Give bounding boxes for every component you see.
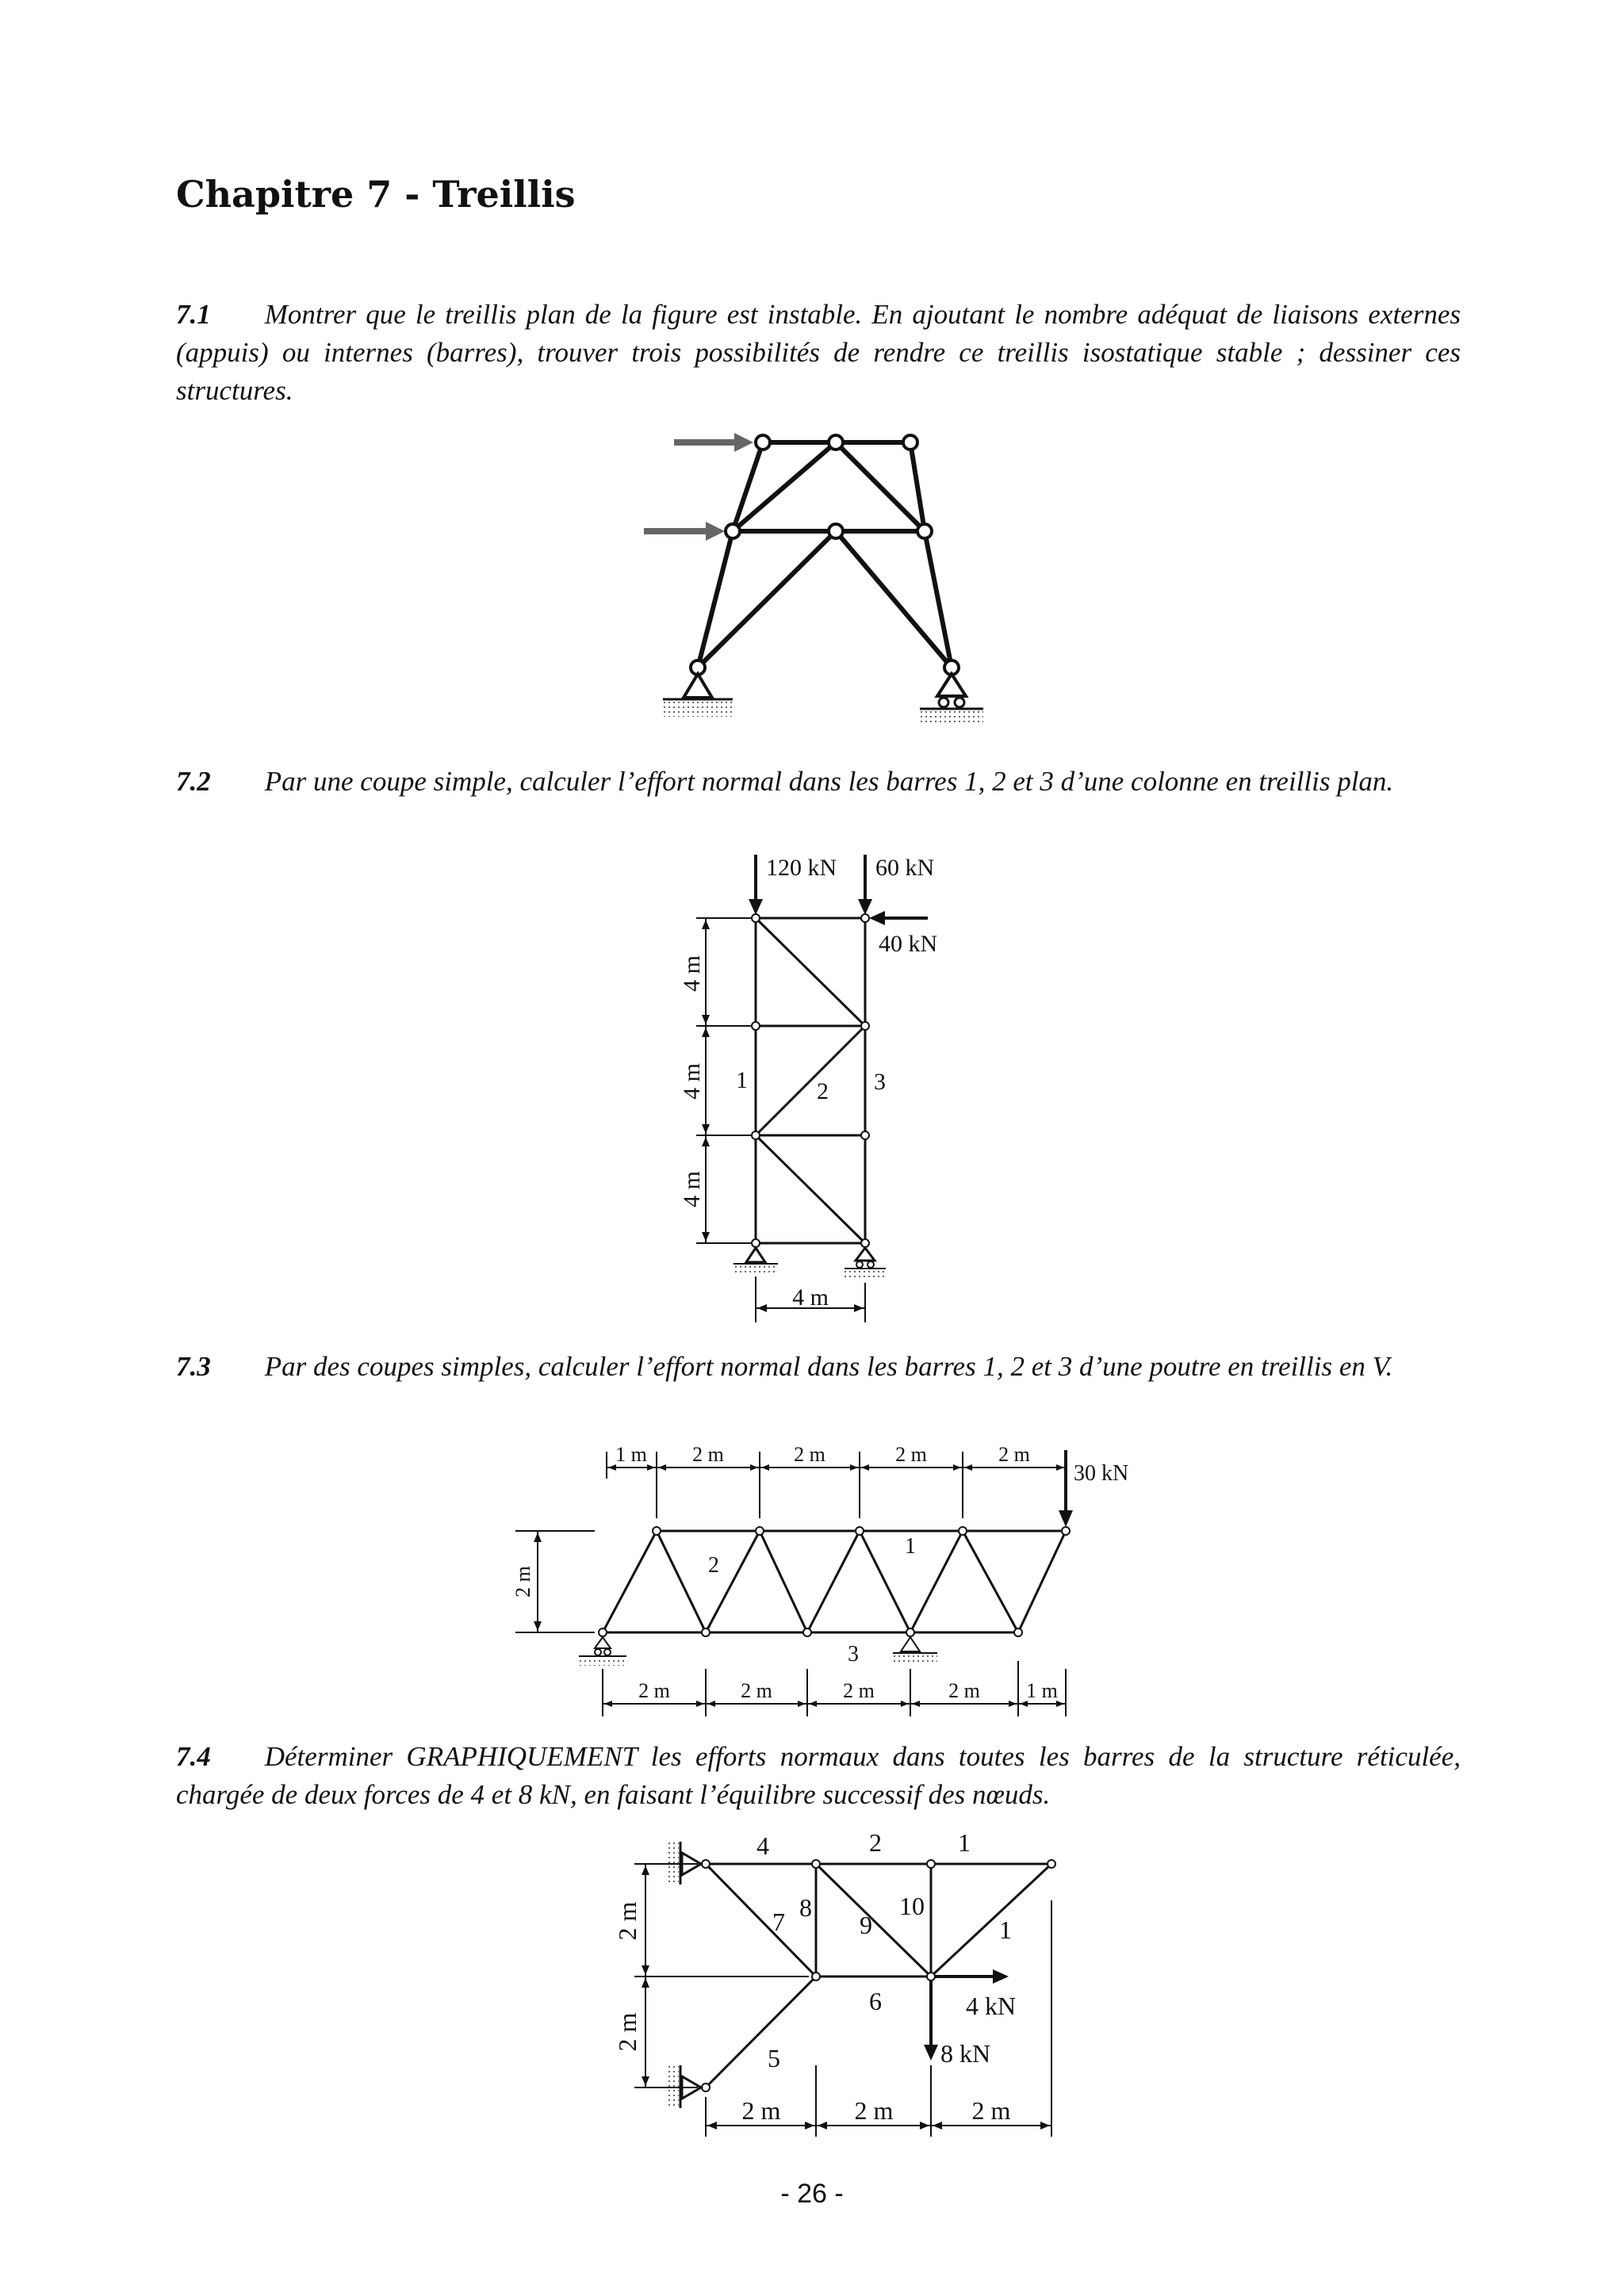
figure-7-4-reticulated-structure <box>587 1827 1078 2145</box>
dimension-label: 2 m <box>741 1679 772 1702</box>
exercise-text: Déterminer GRAPHIQUEMENT les efforts normaux dans toutes les barres de la structure réticulée, chargée de deux forces de 4 et 8 kN, en faisant l’équilibre successif des nœuds. <box>176 1741 1461 1810</box>
exercise-text: Par des coupes simples, calculer l’effort normal dans les barres 1, 2 et 3 d’une poutre en treillis en V. <box>264 1351 1393 1382</box>
load-label: 8 kN <box>940 2039 991 2068</box>
bar-label: 10 <box>899 1892 925 1920</box>
exercise-7-1 <box>176 296 1461 410</box>
dimension-label: 2 m <box>895 1443 927 1466</box>
exercise-7-2 <box>176 763 1461 801</box>
dimension-label: 1 m <box>615 1443 647 1466</box>
bar-label: 1 <box>736 1067 748 1093</box>
bar-label: 7 <box>772 1908 785 1936</box>
dimension-label: 2 m <box>741 2096 781 2125</box>
load-label: 40 kN <box>879 931 938 957</box>
bar-label: 2 <box>869 1828 882 1857</box>
dimension-label: 2 m <box>613 1901 642 1941</box>
figure-7-2-column-truss <box>658 847 975 1338</box>
bar-label: 4 <box>756 1831 769 1860</box>
dimension-label: 2 m <box>854 2096 894 2125</box>
page-number: - 26 - <box>780 2179 844 2209</box>
bar-label: 3 <box>874 1069 886 1095</box>
exercise-7-4 <box>176 1738 1461 1814</box>
bar-label: 1 <box>999 1915 1012 1944</box>
chapter-title: Chapitre 7 - Treillis <box>176 173 576 216</box>
figure-7-3-v-truss <box>484 1431 1166 1724</box>
dimension-label: 2 m <box>613 2012 642 2052</box>
figure-7-1-truss <box>634 420 1015 737</box>
roller-support-icon <box>579 1637 626 1666</box>
bar-label: 3 <box>848 1642 859 1667</box>
bar-label: 2 <box>817 1078 829 1104</box>
exercise-number: 7.3 <box>176 1351 211 1382</box>
bar-label: 8 <box>799 1893 812 1922</box>
dimension-label: 4 m <box>679 1063 705 1100</box>
bar-label: 9 <box>860 1911 872 1939</box>
exercise-number: 7.1 <box>176 299 211 330</box>
dimension-label: 2 m <box>843 1679 875 1702</box>
exercise-text: Montrer que le treillis plan de la figure est instable. En ajoutant le nombre adéquat de liaisons externes (appuis) ou internes (barres), trouver trois possibilités de rendre ce treillis isostatique stable ; dessiner ces structures. <box>176 299 1461 406</box>
dimension-label: 2 m <box>971 2096 1011 2125</box>
roller-support-icon <box>920 674 983 725</box>
exercise-7-3 <box>176 1348 1461 1386</box>
pin-support-icon <box>893 1637 937 1663</box>
dimension-label: 2 m <box>794 1443 825 1466</box>
bar-label: 2 <box>708 1553 719 1578</box>
exercise-number: 7.4 <box>176 1741 211 1772</box>
dimension-label: 1 m <box>1026 1679 1058 1702</box>
dimension-label: 4 m <box>679 955 705 992</box>
bar-label: 5 <box>768 2044 780 2072</box>
roller-support-icon <box>845 1248 886 1280</box>
load-label: 60 kN <box>875 855 935 881</box>
dimension-label: 4 m <box>679 1171 705 1207</box>
dimension-label: 2 m <box>998 1443 1030 1466</box>
bar-label: 6 <box>869 1987 882 2015</box>
bar-label: 1 <box>958 1828 971 1857</box>
dimension-label: 2 m <box>511 1566 534 1598</box>
dimension-label: 2 m <box>638 1679 670 1702</box>
bar-label: 1 <box>905 1534 916 1559</box>
load-label: 4 kN <box>966 1992 1017 2020</box>
pin-support-icon <box>733 1248 778 1275</box>
pin-support-icon <box>663 674 733 717</box>
exercise-number: 7.2 <box>176 766 211 797</box>
load-label: 120 kN <box>766 855 837 881</box>
dimension-label: 2 m <box>948 1679 980 1702</box>
load-label: 30 kN <box>1074 1461 1129 1486</box>
exercise-text: Par une coupe simple, calculer l’effort normal dans les barres 1, 2 et 3 d’une colonne en treillis plan. <box>264 766 1394 797</box>
dimension-label: 4 m <box>792 1284 829 1311</box>
dimension-label: 2 m <box>692 1443 724 1466</box>
